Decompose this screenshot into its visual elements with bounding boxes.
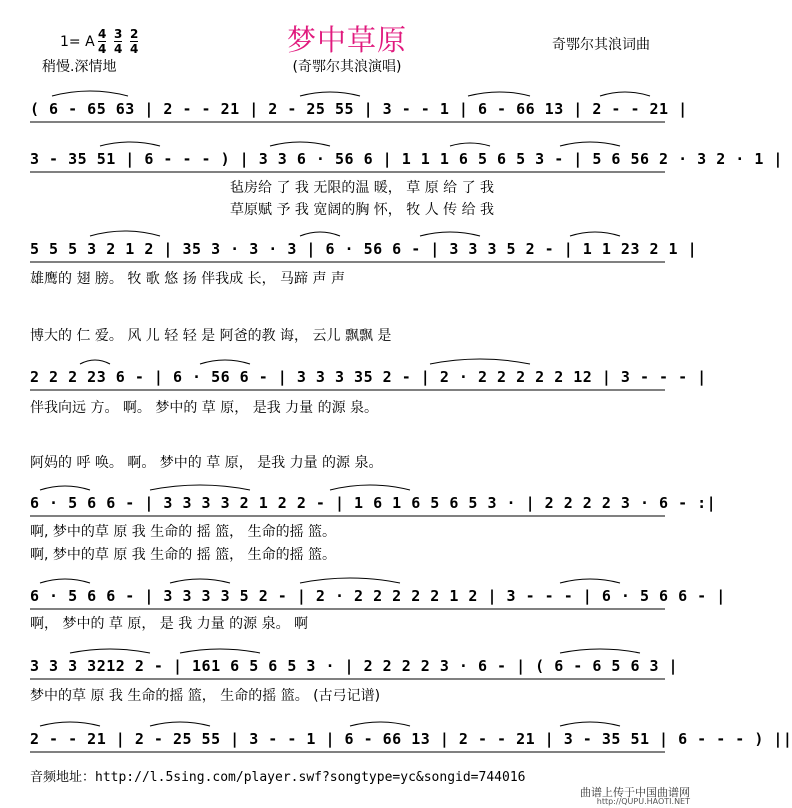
lyric-line: 啊, 梦中的草 原 我 生命的 摇 篮， 生命的摇 篮。 [30,547,337,563]
notation-line-4: 2 2 2 23 6 - | 6 · 56 6 - | 3 3 3 35 2 - | 2 · 2 2 2 2 2 12 | 3 - - - | [30,368,707,386]
lyric-line: 雄鹰的 翅 膀。 牧 歌 悠 扬 伴我成 长， 马蹄 声 声 [30,271,345,287]
site-url: http://QUPU.HAOTI.NET [596,797,690,806]
lyricist-credit: 奇鄂尔其浪词曲 [552,37,650,53]
lyric-line: 啊, 梦中的草 原 我 生命的 摇 篮， 生命的摇 篮。 [30,524,337,540]
lyric-line: 阿妈的 呼 唤。 啊。 梦中的 草 原， 是我 力量 的源 泉。 [30,455,383,471]
lyric-line: 啊， 梦中的 草 原， 是 我 力量 的源 泉。 啊 [30,616,309,632]
song-subtitle: (奇鄂尔其浪演唱) [292,59,402,75]
song-title: 梦中草原 [286,23,407,57]
meter-2: 3 4 [114,27,123,56]
lyric-line: 梦中的草 原 我 生命的摇 篮， 生命的摇 篮。 (古弓记谱) [30,688,381,704]
key-signature: 1= A [60,34,95,50]
lyric-line: 草原赋 予 我 宽阔的胸 怀， 牧 人 传 给 我 [230,202,495,218]
tempo-marking: 稍慢.深情地 [42,59,117,75]
meter-1: 4 4 [98,27,107,56]
site-credit: 曲谱上传于中国曲谱网 [580,786,690,799]
notation-line-1: ( 6 - 65 63 | 2 - - 21 | 2 - 25 55 | 3 - - 1 | 6 - 66 13 | 2 - - 21 | [30,100,688,118]
lyric-line: 伴我向远 方。 啊。 梦中的 草 原， 是我 力量 的源 泉。 [30,400,379,416]
audio-source-link[interactable]: 音频地址：http://l.5sing.com/player.swf?songtype=yc&songid=744016 [30,770,526,785]
notation-line-5: 6 · 5 6 6 - | 3 3 3 3 2 1 2 2 - | 1 6 1 6 5 6 5 3 · | 2 2 2 2 3 · 6 - :| [30,494,717,512]
lyric-line: 博大的 仁 爱。 风 儿 轻 轻 是 阿爸的教 诲， 云儿 飘飘 是 [30,328,392,344]
notation-line-3: 5 5 5 3 2 1 2 | 35 3 · 3 · 3 | 6 · 56 6 - | 3 3 3 5 2 - | 1 1 23 2 1 | [30,240,698,258]
notation-line-2: 3 - 35 51 | 6 - - - ) | 3 3 6 · 56 6 | 1 1 1 6 5 6 5 3 - | 5 6 56 2 · 3 2 · 1 | [30,150,783,168]
notation-line-7: 3 3 3 3212 2 - | 161 6 5 6 5 3 · | 2 2 2 2 3 · 6 - | ( 6 - 6 5 6 3 | [30,657,679,675]
lyric-line: 毡房给 了 我 无限的温 暖， 草 原 给 了 我 [230,180,495,196]
notation-line-8: 2 - - 21 | 2 - 25 55 | 3 - - 1 | 6 - 66 13 | 2 - - 21 | 3 - 35 51 | 6 - - - ) || [30,730,792,748]
notation-line-6: 6 · 5 6 6 - | 3 3 3 3 5 2 - | 2 · 2 2 2 2 2 1 2 | 3 - - - | 6 · 5 6 6 - | [30,587,726,605]
meter-3: 2 4 [130,27,139,56]
